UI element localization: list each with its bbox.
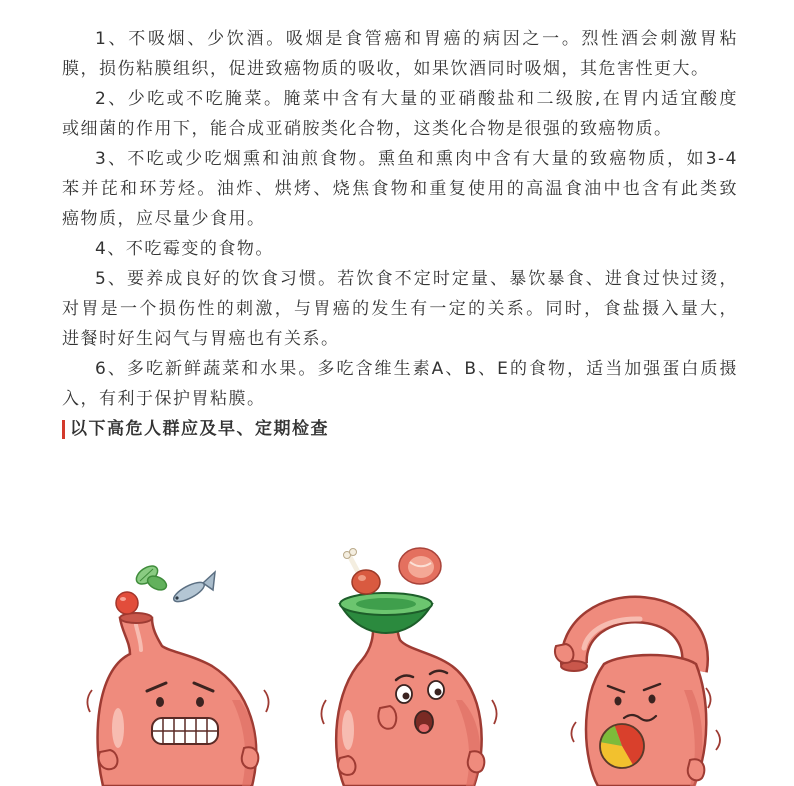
paragraph-line: 对胃是一个损伤性的刺激，与胃癌的发生有一定的关系。同时，食盐摄入量大， bbox=[62, 299, 738, 319]
stomach-body bbox=[336, 620, 482, 786]
leaf-icon bbox=[133, 562, 168, 592]
article-body bbox=[62, 24, 738, 444]
hands bbox=[688, 759, 705, 780]
steak-icon bbox=[399, 548, 441, 584]
paragraph-line: 5、要养成良好的饮食习惯。若饮食不定时定量、暴饮暴食、进食过快过烫， bbox=[95, 269, 738, 289]
paragraph-line: 1、不吸烟、少饮酒。吸烟是食管癌和胃癌的病因之一。烈性酒会刺激胃粘 bbox=[95, 29, 738, 49]
hand-scratching-head bbox=[555, 644, 574, 663]
paragraph-3 bbox=[62, 144, 738, 234]
drumstick-icon bbox=[344, 549, 381, 595]
paragraph-line: 2、少吃或不吃腌菜。腌菜中含有大量的亚硝酸盐和二级胺,在胃内适宜酸度 bbox=[95, 89, 738, 109]
paragraph-6 bbox=[62, 354, 738, 414]
stomach-figure-left bbox=[87, 562, 268, 786]
green-funnel bbox=[340, 593, 432, 633]
stomach-cartoon-illustration bbox=[0, 530, 794, 786]
paragraph-2 bbox=[62, 84, 738, 144]
paragraph-line: 4、不吃霉变的食物。 bbox=[95, 239, 274, 259]
stomach-figure-middle bbox=[321, 548, 496, 786]
radish-icon bbox=[116, 592, 138, 614]
paragraph-line: 苯并芘和环芳烃。油炸、烘烤、烧焦食物和重复使用的高温食油中也含有此类致 bbox=[62, 179, 738, 199]
fish-icon bbox=[171, 572, 215, 605]
pie-chart-icon bbox=[600, 724, 644, 768]
paragraph-line: 或细菌的作用下，能合成亚硝胺类化合物，这类化合物是很强的致癌物质。 bbox=[62, 119, 673, 139]
paragraph-line: 进餐时好生闷气与胃癌也有关系。 bbox=[62, 329, 340, 349]
heading-accent-bar bbox=[62, 420, 65, 439]
section-heading bbox=[62, 414, 738, 444]
section-heading-text: 以下高危人群应及早、定期检查 bbox=[70, 419, 329, 439]
paragraph-line: 3、不吃或少吃烟熏和油煎食物。熏鱼和熏肉中含有大量的致癌物质，如3-4 bbox=[95, 149, 738, 169]
stomach-body bbox=[98, 613, 257, 786]
paragraph-1 bbox=[62, 24, 738, 84]
paragraph-line: 膜，损伤粘膜组织，促进致癌物质的吸收，如果饮酒同时吸烟，其危害性更大。 bbox=[62, 59, 710, 79]
paragraph-line: 6、多吃新鲜蔬菜和水果。多吃含维生素A、B、E的食物，适当加强蛋白质摄 bbox=[95, 359, 738, 379]
paragraph-5 bbox=[62, 264, 738, 354]
stomach-figure-right bbox=[555, 610, 720, 786]
paragraph-line: 入，有利于保护胃粘膜。 bbox=[62, 389, 266, 409]
paragraph-line: 癌物质，应尽量少食用。 bbox=[62, 209, 266, 229]
paragraph-4 bbox=[62, 234, 738, 264]
